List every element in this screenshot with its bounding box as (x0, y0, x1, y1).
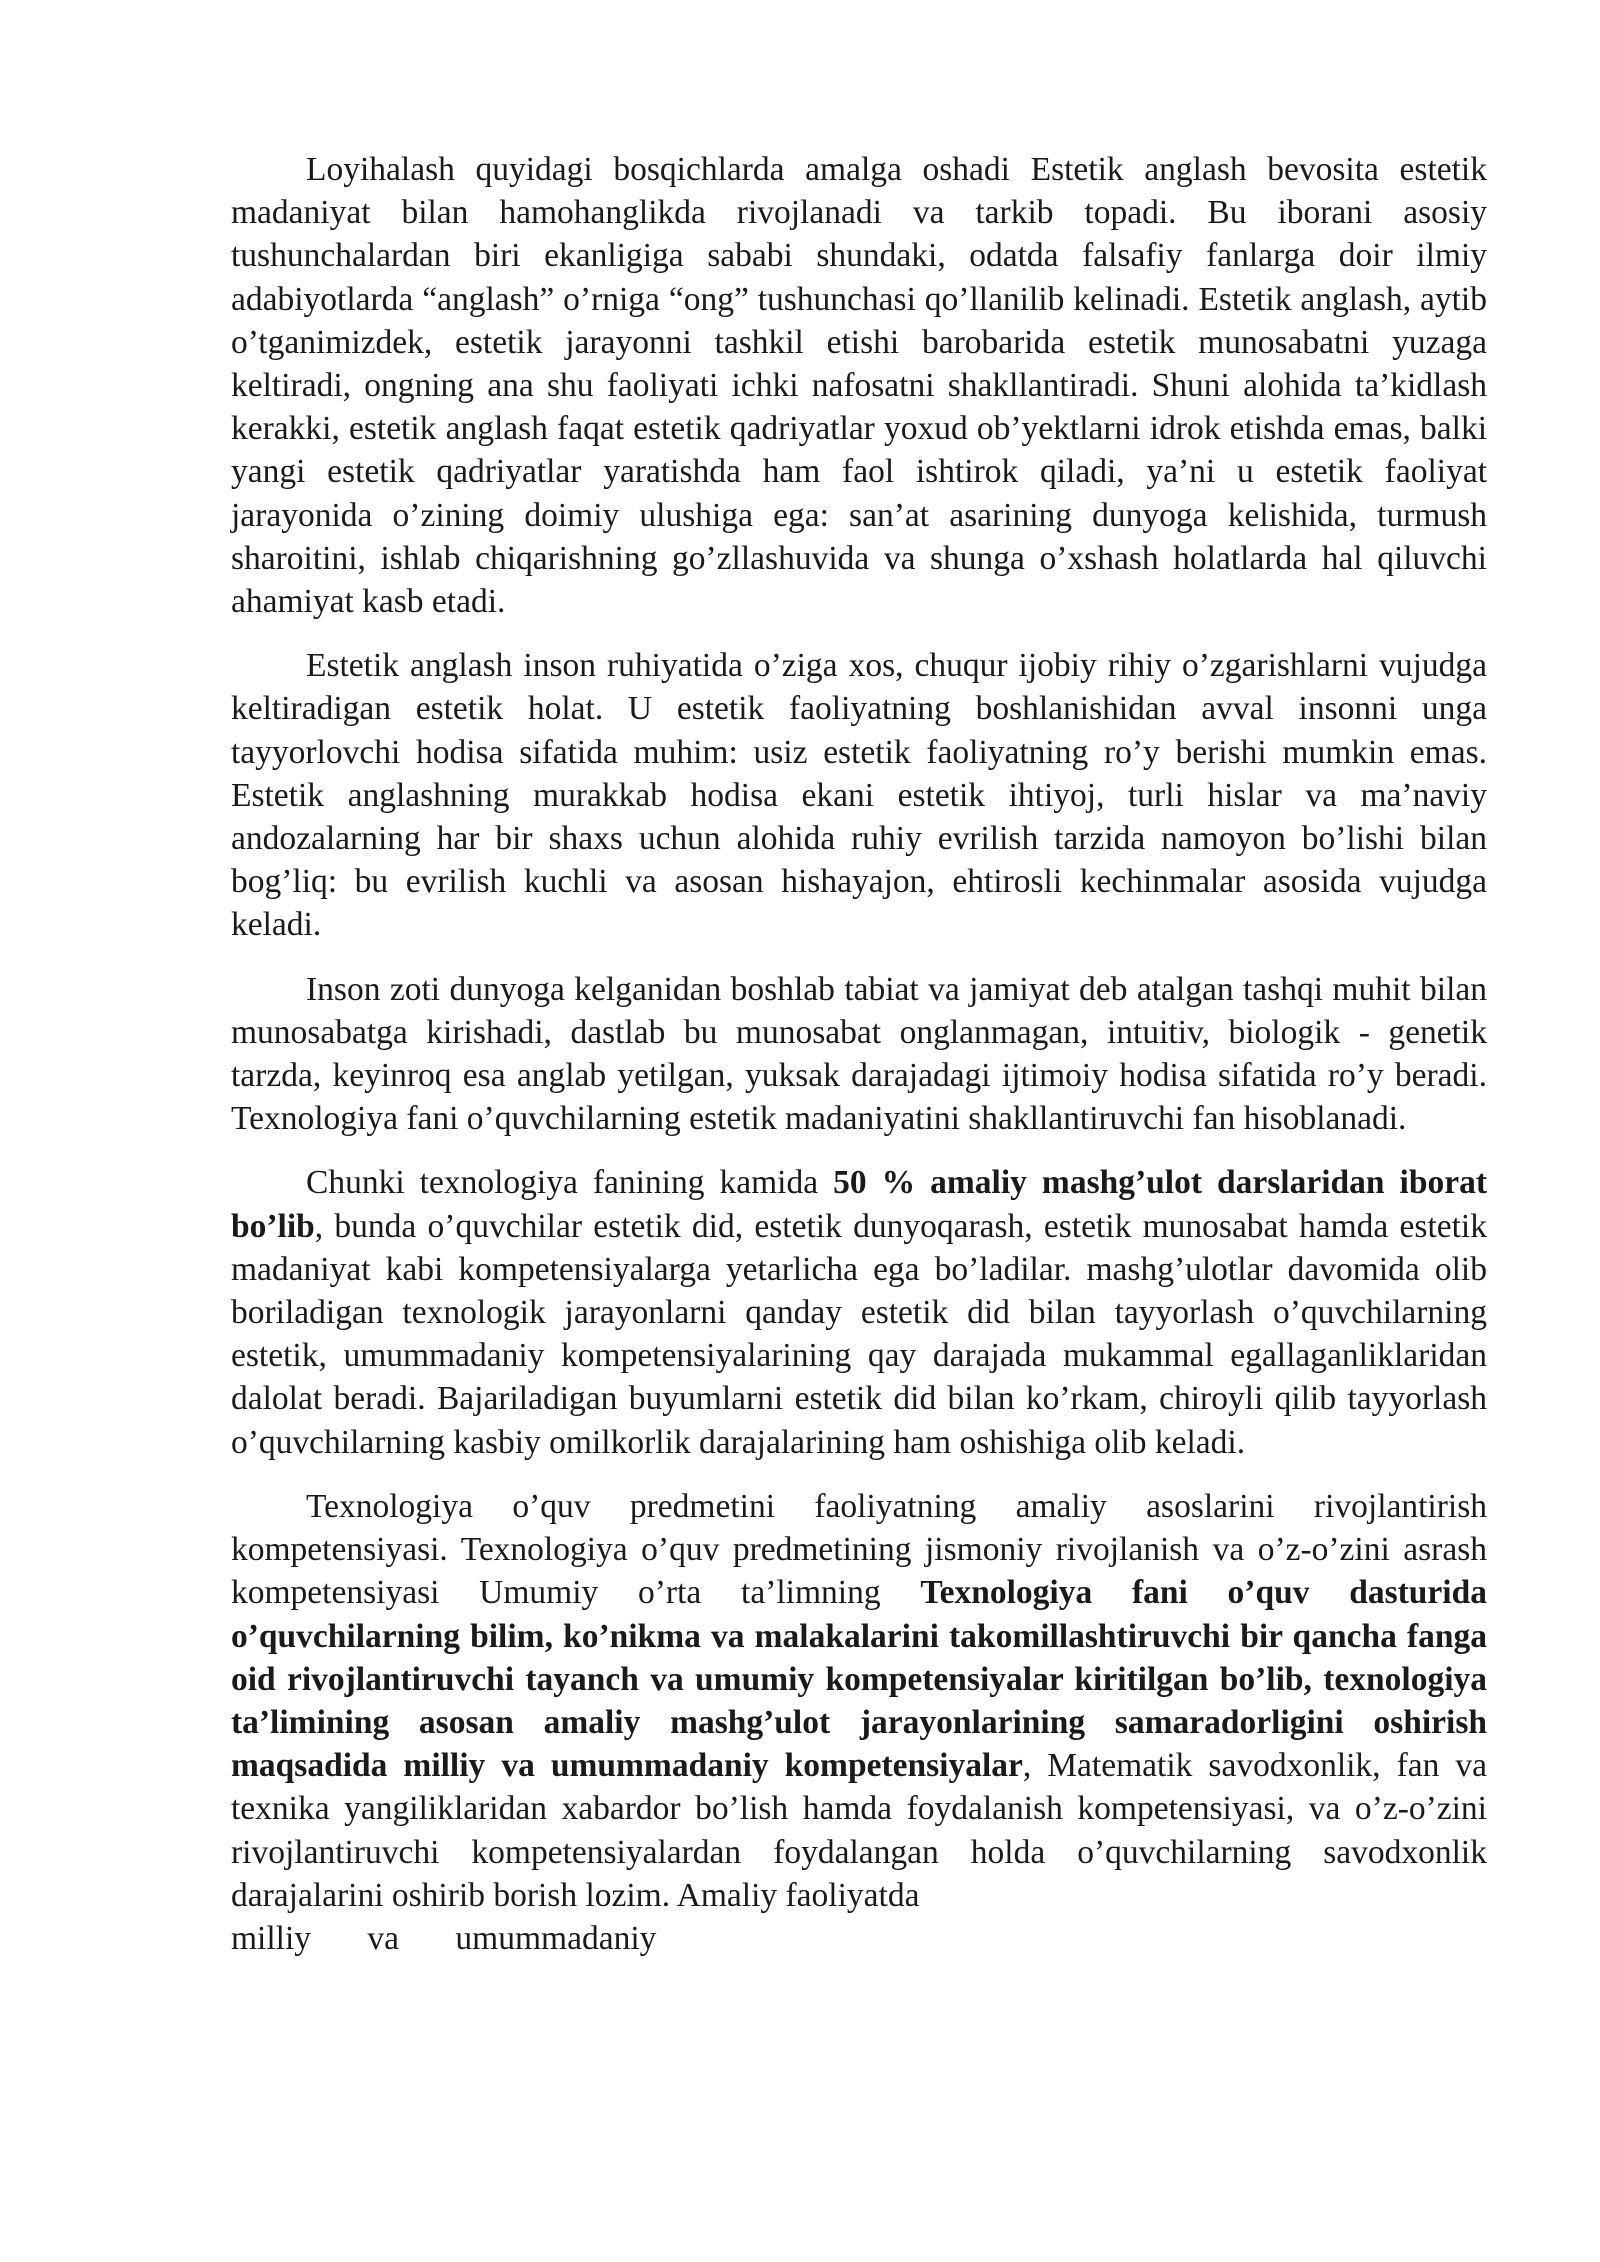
paragraph-5-bold: Texnologiya fani o’quv dasturida o’quvchilarning bilim, ko’nikma va malakalarini takomillashtiruvchi bir qancha fanga oid rivojlantiruvchi tayanch va umumiy kompetensiyalar kiritilgan bo’lib, texnologiya ta’limining asosan amaliy mashg’ulot jarayonlarining samaradorligini oshirish maqsadida milliy va umummadaniy kompetensiyalar (231, 1574, 1487, 1785)
paragraph-4-end: , bunda o’quvchilar estetik did, estetik dunyoqarash, estetik munosabat hamda estetik madaniyat kabi kompetensiyalarga yetarlicha ega bo’ladilar. mashg’ulotlar davomida olib boriladigan texnologik jarayonlarni qanday estetik did bilan tayyorlash o’quvchilarning estetik, umummadaniy kompetensiyalarining qay darajada mukammal egallaganliklaridan dalolat beradi. Bajariladigan buyumlarni estetik did bilan ko’rkam, chiroyli qilib tayyorlash o’quvchilarning kasbiy omilkorlik darajalarining ham oshishiga olib keladi. (231, 1207, 1487, 1461)
paragraph-5-last-line: milliy va umummadaniy (231, 1919, 657, 1957)
paragraph-4-start: Chunki texnologiya fanining kamida (306, 1164, 834, 1202)
paragraph-4-bold: 50 % amaliy mashg’ulot darslaridan iborat bo’lib (231, 1164, 1488, 1245)
document-page (231, 148, 1487, 1981)
paragraph-1: Loyihalash quyidagi bosqichlarda amalga oshadi Estetik anglash bevosita estetik madaniyat bilan hamohanglikda rivojlanadi va tarkib topadi. Bu iborani asosiy tushunchalardan biri ekanligiga sababi shundaki, odatda falsafiy fanlarga doir ilmiy adabiyotlarda “anglash” o’rniga “ong” tushunchasi qo’llanilib kelinadi. Estetik anglash, aytib o’tganimizdek, estetik jarayonni tashkil etishi barobarida estetik munosabatni yuzaga keltiradi, ongning ana shu faoliyati ichki nafosatni shakllantiradi. Shuni alohida ta’kidlash kerakki, estetik anglash faqat estetik qadriyatlar yoxud ob’yektlarni idrok etishda emas, balki yangi estetik qadriyatlar yaratishda ham faol ishtirok qiladi, ya’ni u estetik faoliyat jarayonida o’zining doimiy ulushiga ega: san’at asarining dunyoga kelishida, turmush sharoitini, ishlab chiqarishning go’zllashuvida va shunga o’xshash holatlarda hal qiluvchi ahamiyat kasb etadi. (231, 151, 1487, 621)
paragraph-4 (231, 1161, 1487, 1463)
paragraph-5 (231, 1485, 1487, 1960)
paragraph-2: Estetik anglash inson ruhiyatida o’ziga xos, chuqur ijobiy rihiy o’zgarishlarni vujudga keltiradigan estetik holat. U estetik faoliyatning boshlanishidan avval insonni unga tayyorlovchi hodisa sifatida muhim: usiz estetik faoliyatning ro’y berishi mumkin emas. Estetik anglashning murakkab hodisa ekani estetik ihtiyoj, turli hislar va ma’naviy andozalarning har bir shaxs uchun alohida ruhiy evrilish tarzida namoyon bo’lishi bilan bog’liq: bu evrilish kuchli va asosan hishayajon, ehtirosli kechinmalar asosida vujudga keladi. (231, 647, 1487, 944)
paragraph-3: Inson zoti dunyoga kelganidan boshlab tabiat va jamiyat deb atalgan tashqi muhit bilan munosabatga kirishadi, dastlab bu munosabat onglanmagan, intuitiv, biologik - genetik tarzda, keyinroq esa anglab yetilgan, yuksak darajadagi ijtimoiy hodisa sifatida ro’y beradi. Texnologiya fani o’quvchilarning estetik madaniyatini shakllantiruvchi fan hisoblanadi. (231, 970, 1487, 1138)
paragraph-5-end: , Matematik savodxonlik, fan va texnika yangiliklaridan xabardor bo’lish hamda foydalanish kompetensiyasi, va o’z-o’zini rivojlantiruvchi kompetensiyalardan foydalangan holda o’quvchilarning savodxonlik darajalarini oshirib borish lozim. Amaliy faoliyatda (231, 1747, 1487, 1914)
paragraph-5-start: Texnologiya o’quv predmetini faoliyatning amaliy asoslarini rivojlantirish kompetensiyasi. Texnologiya o’quv predmetining jismoniy rivojlanish va o’z-o’zini asrash kompetensiyasi Umumiy o’rta ta’limning (231, 1487, 1487, 1612)
